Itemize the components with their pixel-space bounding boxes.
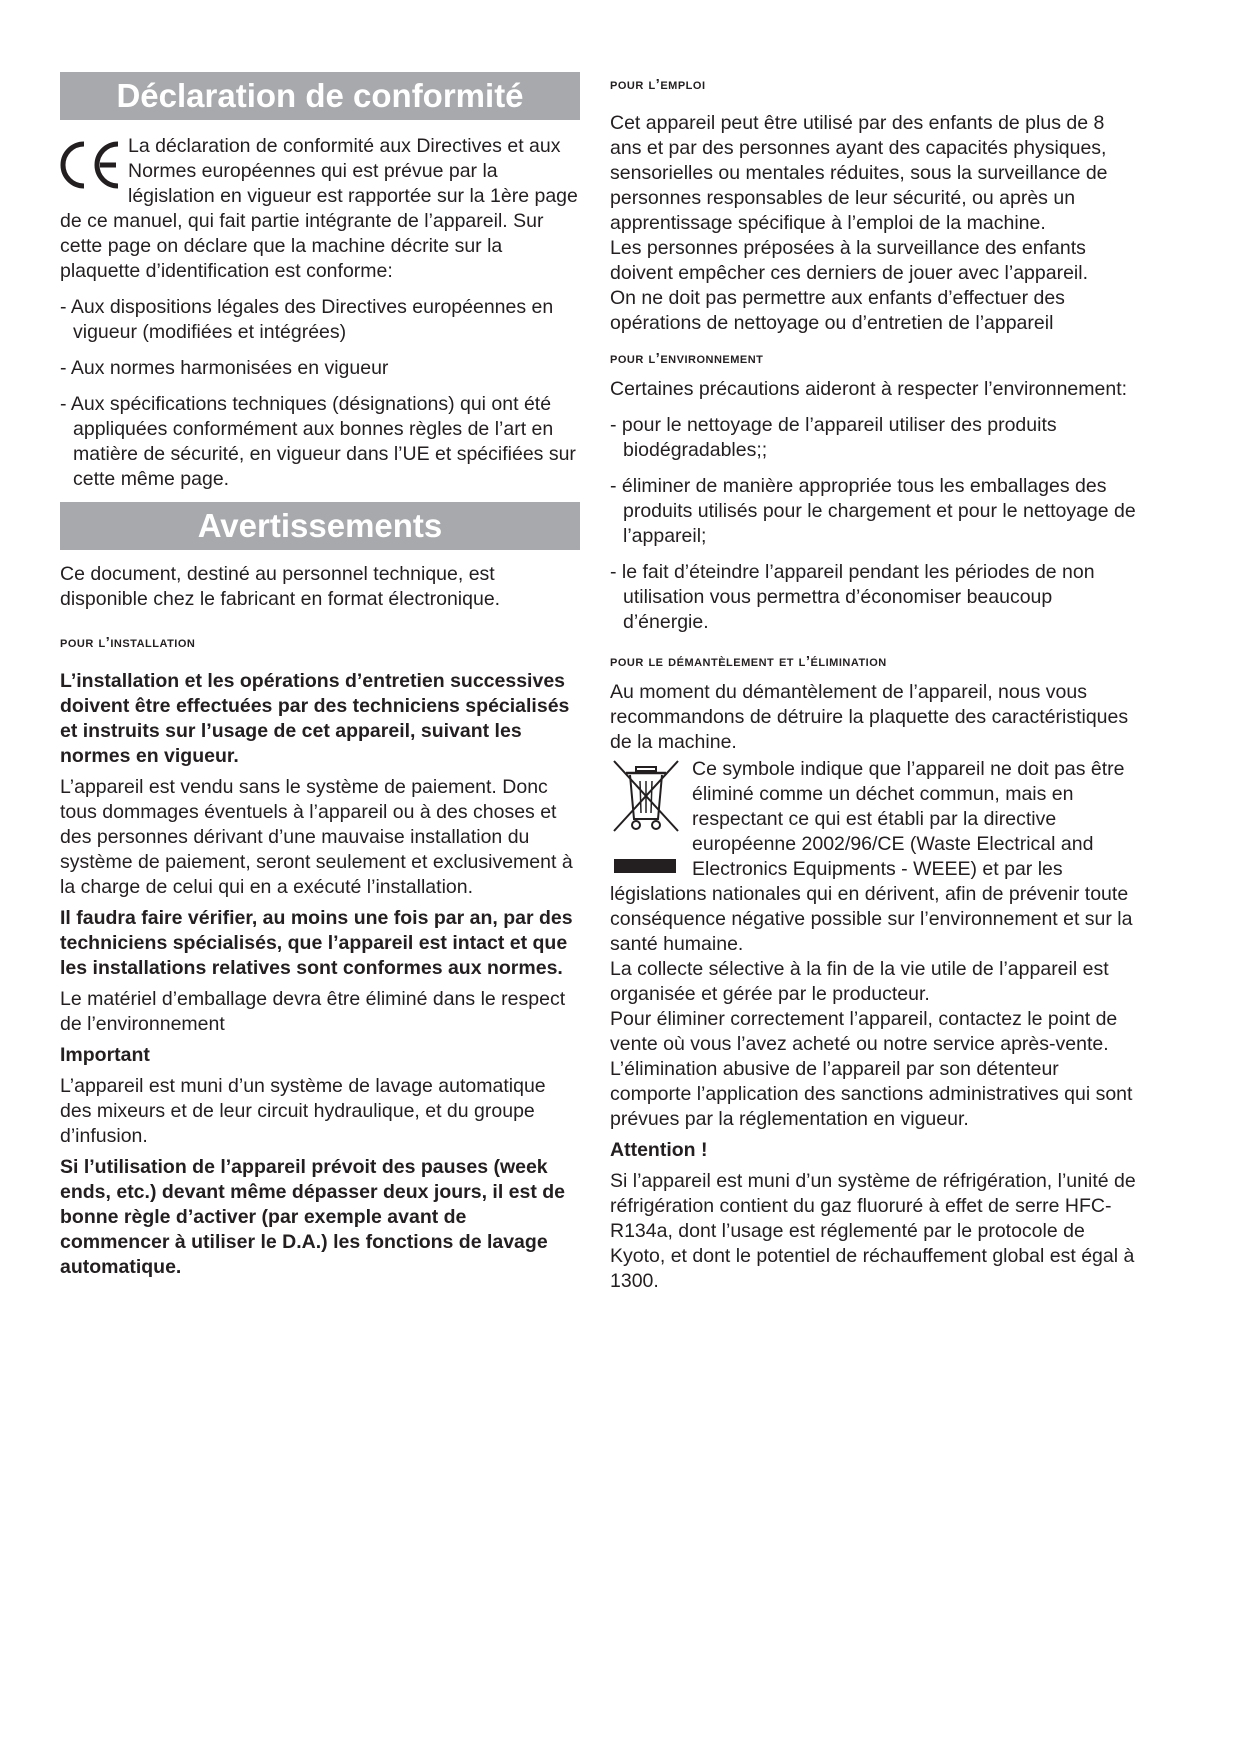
warnings-title: Avertissements [60, 502, 580, 550]
environment-list [610, 413, 1140, 635]
list-item: - pour le nettoyage de l’appareil utiliser des produits biodégradables;; [610, 413, 1140, 463]
use-text-3: On ne doit pas permettre aux enfants d’effectuer des opérations de nettoyage ou d’entretien de l’appareil [610, 287, 1065, 334]
disposal-text-1: Au moment du démantèlement de l’appareil, nous vous recommandons de détruire la plaquette des caractéristiques de la machine. [610, 681, 1129, 753]
weee-block [610, 757, 1140, 957]
attention-text: Si l’appareil est muni d’un système de réfrigération, l’unité de réfrigération contient du gaz fluoruré à effet de serre HFC-R134a, dont l’usage est réglementé par le protocole de Kyoto, et dont le potentiel de réchauffement global est égal à 1300. [610, 1170, 1136, 1292]
weee-text: Ce symbole indique que l’appareil ne doit pas être éliminé comme un déchet commun, mais en respectant ce qui est établi par la directive européenne 2002/96/CE (Waste Electrical and Electronics Equipments - WEEE) et par les législations nationales qui en dérivent, afin de prévenir toute conséquence négative possible sur l’environnement et sur la santé humaine. [610, 758, 1133, 955]
disposal-text-3: Pour éliminer correctement l’appareil, contactez le point de vente où vous l’avez acheté ou notre service après-vente. [610, 1008, 1118, 1055]
environment-intro: Certaines précautions aideront à respecter l’environnement: [610, 378, 1128, 400]
crossed-out-bin-icon [610, 759, 682, 877]
right-column [610, 72, 1140, 1294]
installation-text-1: L’appareil est vendu sans le système de paiement. Donc tous dommages éventuels à l’appareil ou à des choses et des personnes dérivant d’une mauvaise installation du système de paiement, seront seulement et exclusivement à la charge de celui qui en a exécuté l’installation. [60, 776, 573, 898]
list-item: - Aux dispositions légales des Directives européennes en vigueur (modifiées et intégrées) [60, 295, 580, 345]
left-column [60, 72, 580, 1280]
list-item: - Aux spécifications techniques (désignations) qui ont été appliquées conformément aux bonnes règles de l’art en matière de sécurité, en vigueur dans l’UE et spécifiées sur cette même page. [60, 392, 580, 492]
installation-warning-2: Il faudra faire vérifier, au moins une fois par an, par des techniciens spécialisés, que l’appareil est intact et que les installations relatives sont conformes aux normes. [60, 907, 573, 979]
declaration-title: Déclaration de conformité [60, 72, 580, 120]
environment-heading: pour l’environnement [610, 350, 764, 367]
installation-heading: pour l’installation [60, 634, 196, 651]
intro-text: Ce document, destiné au personnel technique, est disponible chez le fabricant en format électronique. [60, 563, 501, 610]
attention-heading: Attention ! [610, 1139, 708, 1161]
use-text-2: Les personnes préposées à la surveillance des enfants doivent empêcher ces derniers de jouer avec l’appareil. [610, 237, 1089, 284]
ce-declaration [60, 134, 580, 284]
disposal-text-2: La collecte sélective à la fin de la vie utile de l’appareil est organisée et gérée par le producteur. [610, 958, 1109, 1005]
important-warning: Si l’utilisation de l’appareil prévoit des pauses (week ends, etc.) devant même dépasser deux jours, il est de bonne règle d’activer (par exemple avant de commencer à utiliser le D.A.) les fonctions de lavage automatique. [60, 1156, 566, 1278]
installation-warning-1: L’installation et les opérations d’entretien successives doivent être effectuées par des techniciens spécialisés et instruits sur l’usage de cet appareil, suivant les normes en vigueur. [60, 670, 570, 767]
list-item: - le fait d’éteindre l’appareil pendant les périodes de non utilisation vous permettra d’économiser beaucoup d’énergie. [610, 560, 1140, 635]
list-item: - éliminer de manière appropriée tous les emballages des produits utilisés pour le chargement et pour le nettoyage de l’appareil; [610, 474, 1140, 549]
use-heading: pour l’emploi [610, 76, 706, 93]
list-item: - Aux normes harmonisées en vigueur [60, 356, 580, 381]
disposal-heading: pour le démantèlement et l’élimination [610, 653, 887, 670]
declaration-list [60, 295, 580, 492]
ce-declaration-text: La déclaration de conformité aux Directives et aux Normes européennes qui est prévue par la législation en vigueur est rapportée sur la 1ère page de ce manuel, qui fait partie intégrante de l’appareil. Sur cette page on déclare que la machine décrite sur la plaquette d’identification est conforme: [60, 135, 578, 282]
important-text: L’appareil est muni d’un système de lavage automatique des mixeurs et de leur circuit hydraulique, et du groupe d’infusion. [60, 1075, 546, 1147]
use-text-1: Cet appareil peut être utilisé par des enfants de plus de 8 ans et par des personnes ayant des capacités physiques, sensorielles ou mentales réduites, sous la surveillance de personnes responsables de leur sécurité, ou après un apprentissage spécifique à l’emploi de la machine. [610, 112, 1108, 234]
installation-text-2: Le matériel d’emballage devra être éliminé dans le respect de l’environnement [60, 988, 566, 1035]
ce-mark-icon [60, 140, 128, 190]
disposal-text-4: L’élimination abusive de l’appareil par son détenteur comporte l’application des sanctions administratives qui sont prévues par la réglementation en vigueur. [610, 1058, 1133, 1130]
important-heading: Important [60, 1044, 150, 1066]
